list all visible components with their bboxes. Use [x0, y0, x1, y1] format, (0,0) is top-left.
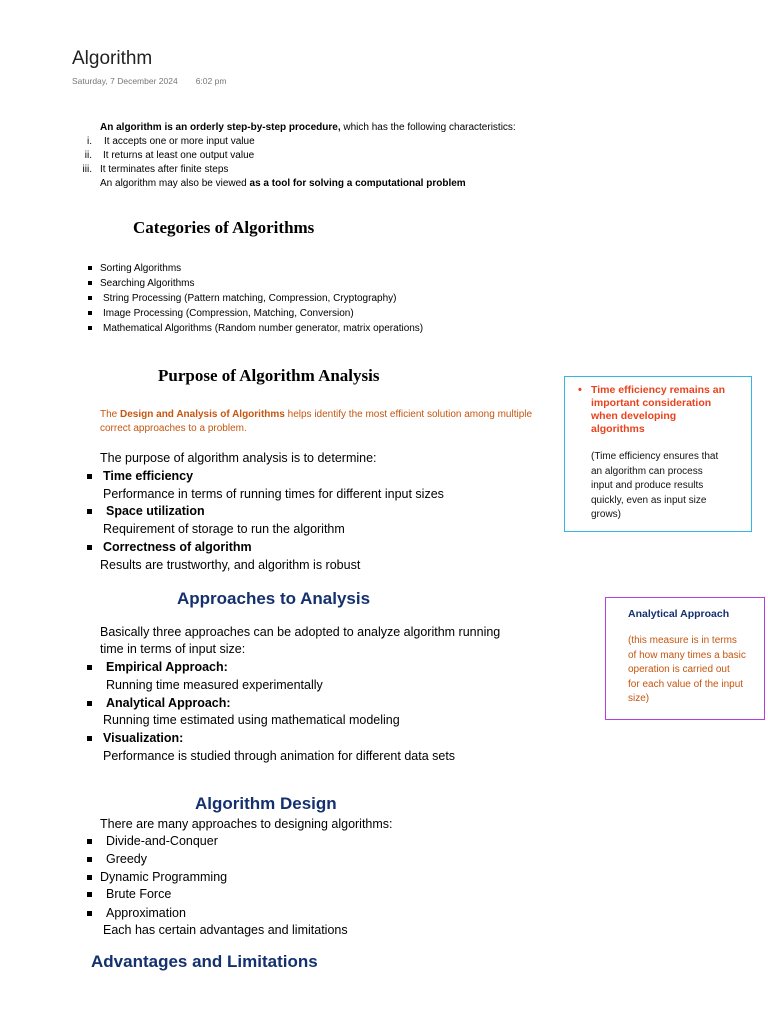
square-bullet-icon: [87, 857, 92, 862]
purpose-orange-pre: The: [100, 409, 121, 420]
note-bullet: •: [578, 384, 582, 396]
square-bullet-icon: [87, 701, 92, 706]
design-item-label: Approximation: [106, 906, 186, 920]
design-item-label: Dynamic Programming: [100, 870, 228, 884]
square-bullet-icon: [88, 296, 92, 300]
category-label: Image Processing (Compression, Matching, Conversion): [103, 308, 354, 319]
category-label: String Processing (Pattern matching, Compression, Cryptography): [103, 293, 397, 304]
design-item-label: Brute Force: [106, 887, 172, 901]
time-efficiency-note-box: [564, 376, 752, 532]
analytical-note-body: [628, 634, 746, 707]
approach-item-desc: Performance is studied through animation for different data sets: [103, 749, 456, 763]
approaches-intro-line-2: time in terms of input size:: [100, 642, 246, 656]
page-time: 6:02 pm: [195, 76, 227, 86]
page-timestamp: [72, 76, 226, 86]
note-body-line: quickly, even as input size: [591, 494, 707, 506]
page-date: Saturday, 7 December 2024: [72, 76, 178, 86]
intro-item-number: iii.: [82, 164, 92, 175]
note-title-line: when developing: [591, 410, 677, 422]
time-efficiency-note-body: [591, 450, 718, 523]
square-bullet-icon: [87, 665, 92, 670]
approach-item-desc: Running time measured experimentally: [106, 678, 323, 692]
note-body-line: of how many times a basic: [628, 649, 746, 661]
purpose-orange-line-1: [100, 408, 532, 422]
square-bullet-icon: [87, 875, 92, 880]
square-bullet-icon: [88, 266, 92, 270]
design-intro: There are many approaches to designing algorithms:: [100, 817, 393, 831]
approach-item-title: Visualization:: [103, 731, 184, 745]
intro-lead-rest: which has the following characteristics:: [340, 122, 516, 133]
square-bullet-icon: [87, 892, 92, 897]
category-label: Searching Algorithms: [100, 278, 195, 289]
analytical-approach-note-box: [605, 597, 765, 720]
purpose-orange-line-2: correct approaches to a problem.: [100, 423, 247, 434]
note-title-line: important consideration: [591, 397, 712, 409]
note-body-line: operation is carried out: [628, 664, 730, 675]
square-bullet-icon: [88, 311, 92, 315]
approach-item-title: Empirical Approach:: [106, 660, 228, 674]
design-heading: Algorithm Design: [195, 794, 337, 813]
purpose-item-title: Time efficiency: [103, 469, 194, 483]
category-label: Mathematical Algorithms (Random number generator, matrix operations): [103, 323, 424, 334]
square-bullet-icon: [87, 509, 92, 514]
intro-note-plain: An algorithm may also be viewed: [100, 178, 250, 189]
note-body-line: grows): [591, 509, 622, 520]
square-bullet-icon: [87, 545, 92, 550]
square-bullet-icon: [87, 736, 92, 741]
note-body-line: (Time efficiency ensures that: [591, 451, 719, 462]
categories-heading: Categories of Algorithms: [133, 218, 315, 237]
purpose-orange-post: helps identify the most efficient solution among multiple: [284, 409, 533, 420]
purpose-intro: The purpose of algorithm analysis is to determine:: [100, 451, 377, 465]
purpose-item-title: Correctness of algorithm: [103, 540, 252, 554]
note-body-line: (this measure is in terms: [628, 635, 737, 646]
purpose-item-desc: Requirement of storage to run the algorithm: [103, 522, 345, 536]
intro-note-bold: as a tool for solving a computational problem: [249, 178, 466, 189]
purpose-heading: Purpose of Algorithm Analysis: [158, 366, 380, 385]
intro-item-text: It returns at least one output value: [103, 150, 255, 161]
time-efficiency-note-title: [591, 384, 725, 436]
purpose-orange-bold: Design and Analysis of Algorithms: [120, 409, 285, 420]
note-title-line: algorithms: [591, 423, 645, 435]
intro-item-number: ii.: [84, 150, 92, 161]
intro-lead: [100, 121, 516, 135]
intro-note: [100, 177, 466, 191]
note-body-line: an algorithm can process: [591, 465, 703, 477]
note-body-line: size): [628, 693, 650, 704]
square-bullet-icon: [87, 911, 92, 916]
square-bullet-icon: [87, 839, 92, 844]
approach-item-desc: Running time estimated using mathematical modeling: [103, 713, 400, 727]
note-body-line: input and produce results: [591, 480, 704, 491]
intro-item-text: It terminates after finite steps: [100, 164, 229, 175]
square-bullet-icon: [88, 281, 92, 285]
category-label: Sorting Algorithms: [100, 263, 182, 274]
approaches-heading: Approaches to Analysis: [177, 589, 371, 608]
page-title: Algorithm: [72, 48, 153, 69]
intro-lead-bold: An algorithm is an orderly step-by-step procedure,: [100, 122, 341, 133]
note-title-line: Time efficiency remains an: [591, 384, 726, 396]
design-item-label: Greedy: [106, 852, 147, 866]
purpose-item-desc: Results are trustworthy, and algorithm is robust: [100, 558, 361, 572]
note-body-line: for each value of the input: [628, 678, 744, 690]
intro-item-number: i.: [87, 136, 92, 147]
purpose-item-title: Space utilization: [106, 504, 205, 518]
design-item-label: Divide-and-Conquer: [106, 834, 218, 848]
square-bullet-icon: [87, 474, 92, 479]
square-bullet-icon: [88, 326, 92, 330]
advantages-heading: Advantages and Limitations: [91, 952, 318, 971]
design-footer: Each has certain advantages and limitations: [103, 923, 348, 937]
approach-item-title: Analytical Approach:: [106, 696, 231, 710]
purpose-item-desc: Performance in terms of running times for different input sizes: [103, 487, 444, 501]
intro-item-text: It accepts one or more input value: [104, 136, 255, 147]
analytical-note-title: Analytical Approach: [628, 608, 730, 620]
approaches-intro-line-1: Basically three approaches can be adopted to analyze algorithm running: [100, 625, 501, 639]
